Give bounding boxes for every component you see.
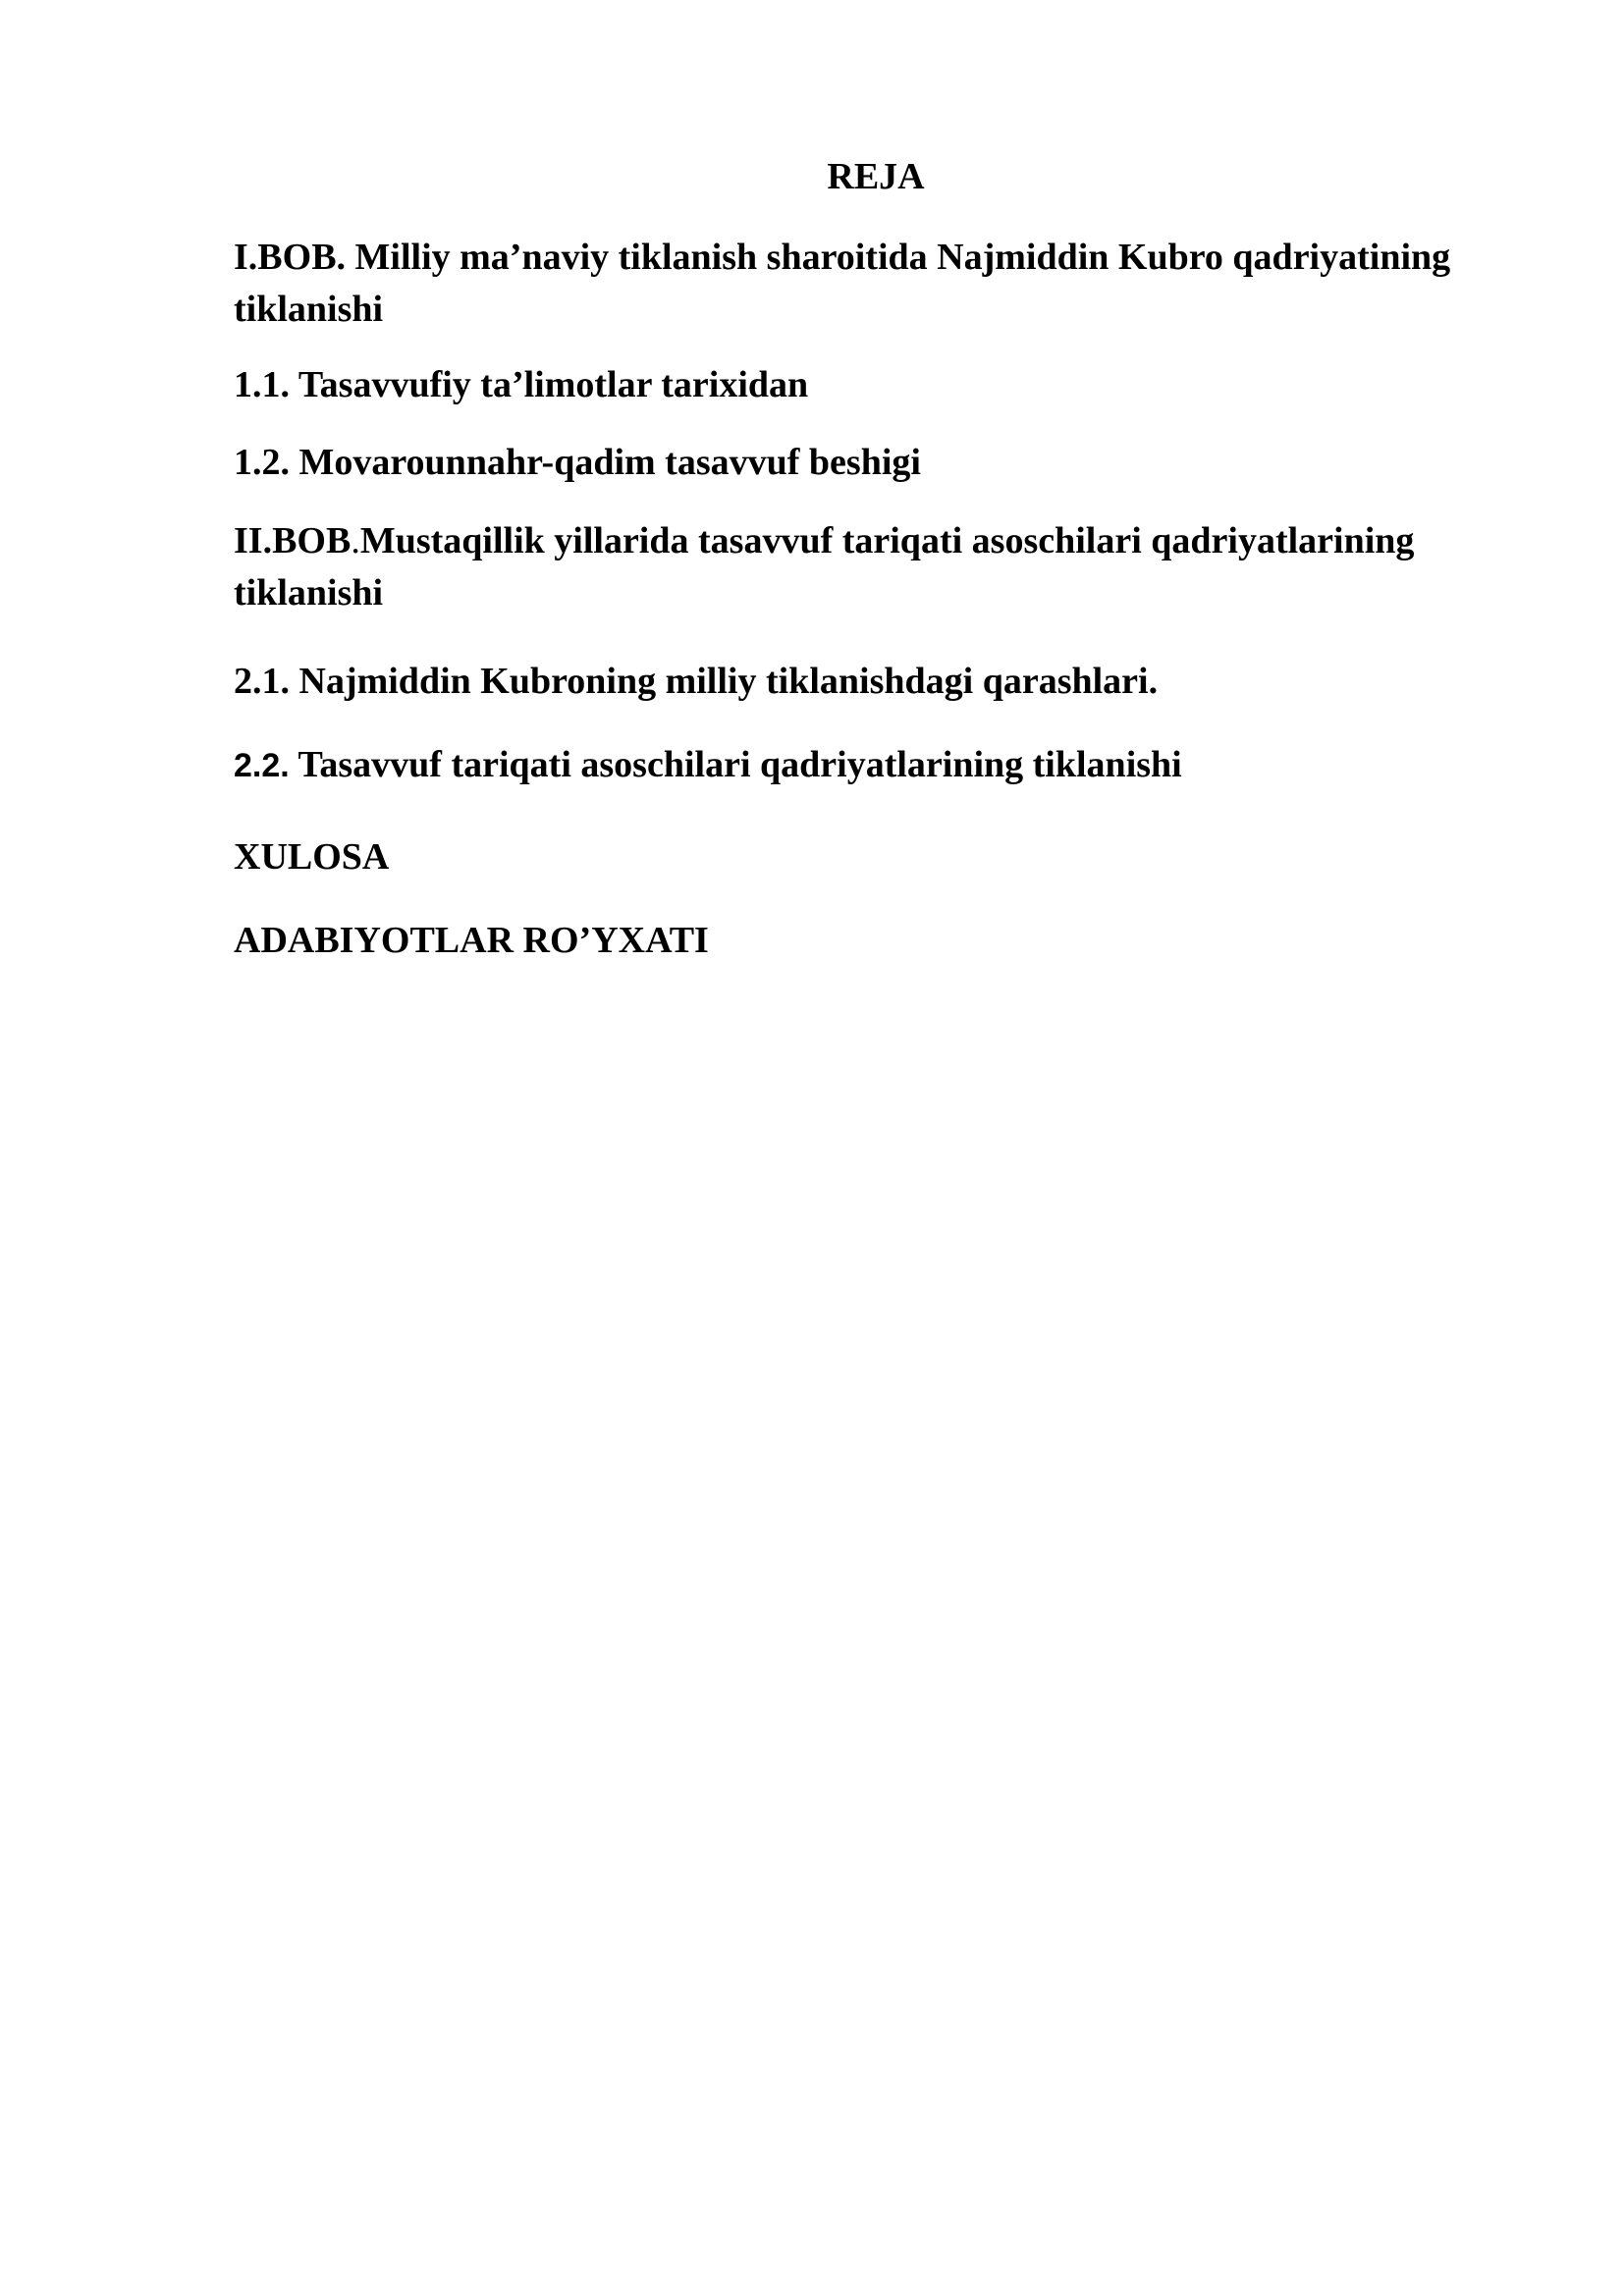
toc-section-1-1: 1.1. Tasavvufiy ta’limotlar tarixidan — [234, 364, 809, 405]
toc-references: ADABIYOTLAR RO’YXATI — [234, 920, 709, 961]
toc-chapter-1: I.BOB. Milliy ma’naviy tiklanish sharoitida Najmiddin Kubro qadriyatining tiklanishi — [234, 237, 1451, 330]
toc-chapter-2-prefix: II.BOB — [234, 520, 352, 561]
toc-chapter-2-dot: . — [351, 520, 360, 561]
toc-conclusion: XULOSA — [234, 836, 390, 878]
document-title: REJA — [827, 156, 925, 197]
toc-chapter-2 — [234, 515, 1500, 619]
toc-section-2-2 — [234, 739, 1500, 792]
toc-section-2-1: 2.1. Najmiddin Kubroning milliy tiklanishdagi qarashlari. — [234, 661, 1159, 702]
toc-section-2-2-number: 2.2. — [234, 747, 290, 784]
toc-chapter-2-text: Mustaqillik yillarida tasavvuf tariqati asoschilari qadriyatlarining tiklanishi — [234, 520, 1415, 614]
toc-section-1-2: 1.2. Movarounnahr-qadim tasavvuf beshigi — [234, 442, 921, 483]
toc-section-2-2-text: Tasavvuf tariqati asoschilari qadriyatlarining tiklanishi — [289, 744, 1182, 785]
